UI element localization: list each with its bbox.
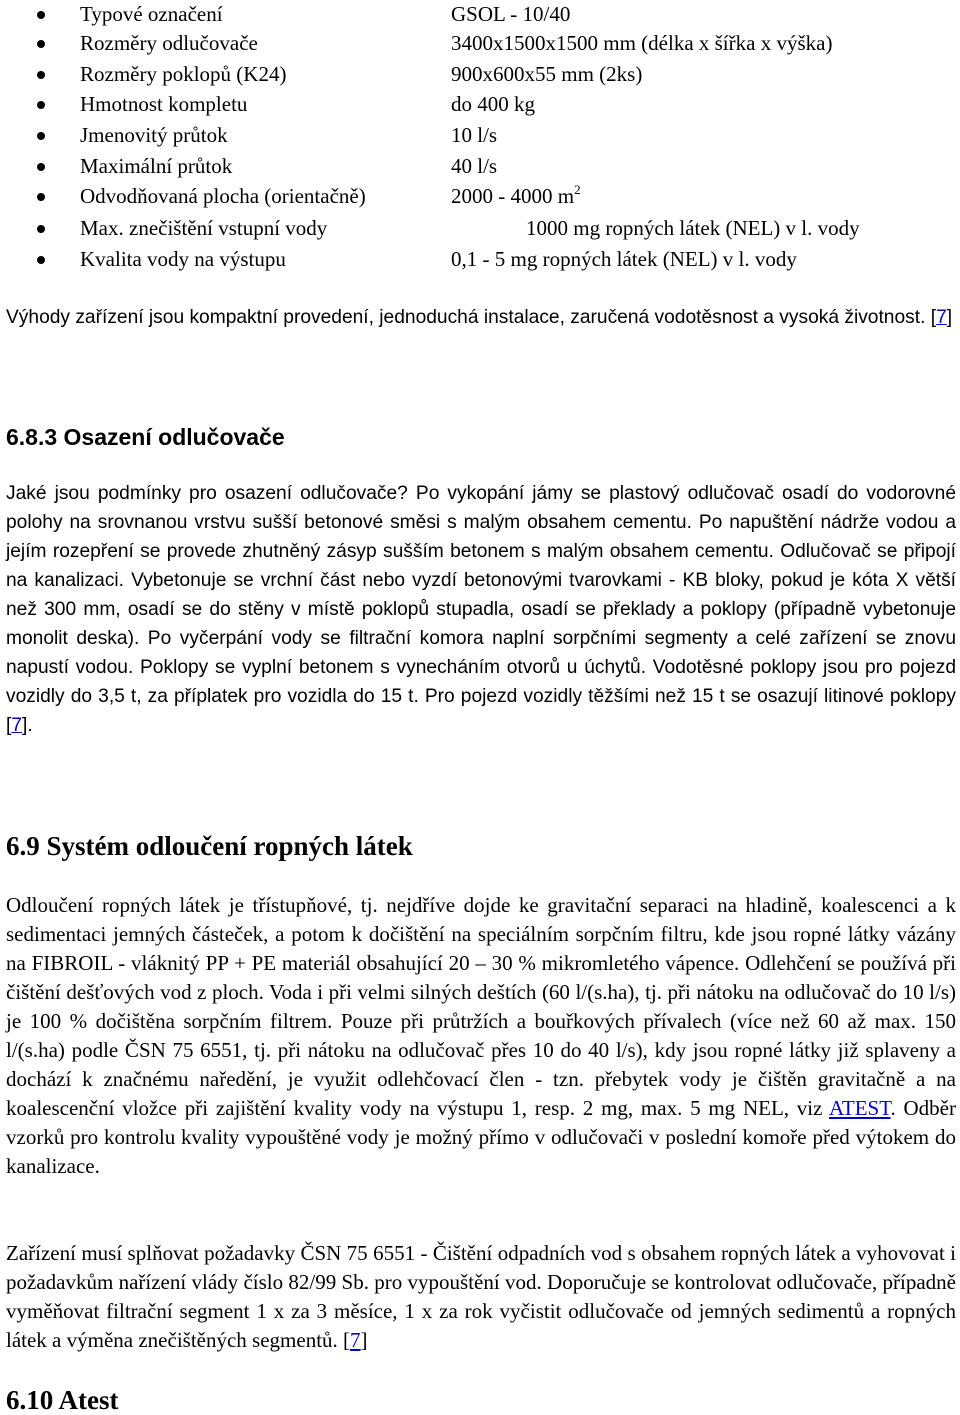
- spec-label: Hmotnost kompletu: [80, 92, 248, 116]
- spec-value-text: 2000 - 4000 m: [451, 184, 575, 208]
- spec-row: [0, 0, 960, 29]
- spec-label: Rozměry poklopů (K24): [80, 62, 287, 86]
- spec-label: Typové označení: [80, 2, 223, 26]
- spec-list: [0, 0, 960, 275]
- reference-link[interactable]: 7: [350, 1328, 361, 1352]
- bullet-icon: [37, 11, 45, 19]
- reference-link[interactable]: 7: [11, 715, 23, 736]
- bullet-icon: [37, 132, 45, 140]
- paragraph-text: Po vykopání jámy se plastový odlučovač osadí do vodorovné polohy na srovnanou vrstvu sušší betonové směsi s malým obsahem cementu. Po napuštění nádrže vodou a jejím rozepření se provede zhutněný zásyp sušším betonem s malým obsahem cementu. Odlučovač se připojí na kanalizaci. Vybetonuje se vrchní část nebo vyzdí betonovými tvarovkami - KB bloky, pokud je kóta X větší než 300 mm, osadí se do stěny v místě poklopů stupadla, osadí se překlady a poklopy (případně vybetonuje monolit deska). Po vyčerpání vody se filtrační komora naplní sorpčními segmenty a celé zařízení se znovu napustí vodou. Poklopy se vyplní betonem s vynecháním otvorů u úchytů. Vodotěsné poklopy jsou pro pojezd vozidly do 3,5 t, za příplatek pro vozidla do 15 t. Pro pojezd vozidly těžšími než 15 t se osazují litinové poklopy [: [6, 483, 956, 736]
- section-heading: 6.10 Atest: [6, 1385, 119, 1415]
- paragraph-text: Odloučení ropných látek je třístupňové, tj. nejdříve dojde ke gravitační separaci na hladině, koalescenci a k sedimentaci jemných částeček, a potom k dočištění na speciálním sorpčním filtru, kde jsou ropné látky vázány na FIBROIL - vláknitý PP + PE materiál obsahující 20 – 30 % mikromletého vápence. Odlehčení se používá při čištění dešťových vod z ploch. Voda i při velmi silných deštích (60 l/(s.ha), tj. při nátoku na odlučovač do 10 l/s) je 100 % dočištěna sorpčním filtrem. Pouze při průtržích a bouřkových přívalech (více než 60 až max. 150 l/(s.ha) podle ČSN 75 6551, tj. při nátoku na odlučovač přes 10 do 40 l/s), kdy jsou ropné látky již splaveny a dochází k značnému naředění, je využit odlehčovací člen - tzn. přebytek vody je čištěn gravitačně a na koalescenční vložce při zajištění kvality vody na výstupu 1, resp. 2 mg, max. 5 mg NEL, viz: [6, 893, 956, 1120]
- bullet-icon: [37, 40, 45, 48]
- spec-value: 3400x1500x1500 mm (délka x šířka x výška): [451, 31, 833, 55]
- spec-row: [0, 29, 960, 58]
- spec-row: [0, 214, 960, 243]
- spec-row: [0, 245, 960, 274]
- atest-link[interactable]: ATEST: [829, 1096, 891, 1120]
- section-paragraph: [6, 479, 956, 740]
- section-heading: 6.8.3 Osazení odlučovače: [6, 424, 285, 450]
- paragraph-text: ]: [360, 1328, 368, 1352]
- bullet-icon: [37, 256, 45, 264]
- bullet-icon: [37, 193, 45, 201]
- paragraph-text: Zařízení musí splňovat požadavky ČSN 75 6551 - Čištění odpadních vod s obsahem ropných látek a vyhovovat i požadavkům nařízení vlády číslo 82/99 Sb. pro vypouštění vod. Doporučuje se kontrolovat odlučovače, případně vyměňovat filtrační segment 1 x za 3 měsíce, 1 x za rok vyčistit odlučovače od jemných sedimentů a ropných látek a výměna znečištěných segmentů. [: [6, 1241, 956, 1352]
- superscript: 2: [574, 182, 581, 197]
- paragraph-text: Výhody zařízení jsou kompaktní provedení, jednoduchá instalace, zaručená vodotěsnost a vysoká životnost. [: [6, 307, 937, 328]
- paragraph-text: . Odběr vzorků pro kontrolu kvality vypouštěné vody je možný přímo v odlučovači v poslední komoře před výtokem do kanalizace.: [6, 1096, 956, 1178]
- paragraph-text: ].: [22, 715, 33, 736]
- spec-value: 0,1 - 5 mg ropných látek (NEL) v l. vody: [451, 247, 797, 271]
- spec-value: GSOL - 10/40: [451, 2, 571, 26]
- advantages-paragraph: [6, 303, 956, 332]
- spec-value: 900x600x55 mm (2ks): [451, 62, 643, 86]
- paragraph-text: ]: [946, 307, 953, 328]
- section-heading: 6.9 Systém odloučení ropných látek: [6, 831, 413, 861]
- spec-row: [0, 152, 960, 181]
- spec-value: do 400 kg: [451, 92, 535, 116]
- spec-row: [0, 182, 960, 211]
- spec-row: [0, 60, 960, 89]
- reference-link[interactable]: 7: [936, 307, 947, 328]
- spec-label: Odvodňovaná plocha (orientačně): [80, 184, 366, 208]
- bullet-icon: [37, 225, 45, 233]
- requirements-paragraph: [6, 1239, 956, 1355]
- spec-label: Max. znečištění vstupní vody: [80, 216, 328, 240]
- spec-value: [451, 182, 581, 211]
- spec-value: 1000 mg ropných látek (NEL) v l. vody: [526, 216, 860, 240]
- spec-label: Jmenovitý průtok: [80, 123, 228, 147]
- spec-value: 10 l/s: [451, 123, 498, 147]
- section-paragraph: [6, 891, 956, 1181]
- bullet-icon: [37, 71, 45, 79]
- bullet-icon: [37, 163, 45, 171]
- spec-label: Kvalita vody na výstupu: [80, 247, 286, 271]
- spec-label: Rozměry odlučovače: [80, 31, 258, 55]
- spec-row: [0, 121, 960, 150]
- spec-row: [0, 90, 960, 119]
- question-text: Jaké jsou podmínky pro osazení odlučovače?: [6, 483, 408, 504]
- spec-label: Maximální průtok: [80, 154, 233, 178]
- spec-value: 40 l/s: [451, 154, 498, 178]
- bullet-icon: [37, 101, 45, 109]
